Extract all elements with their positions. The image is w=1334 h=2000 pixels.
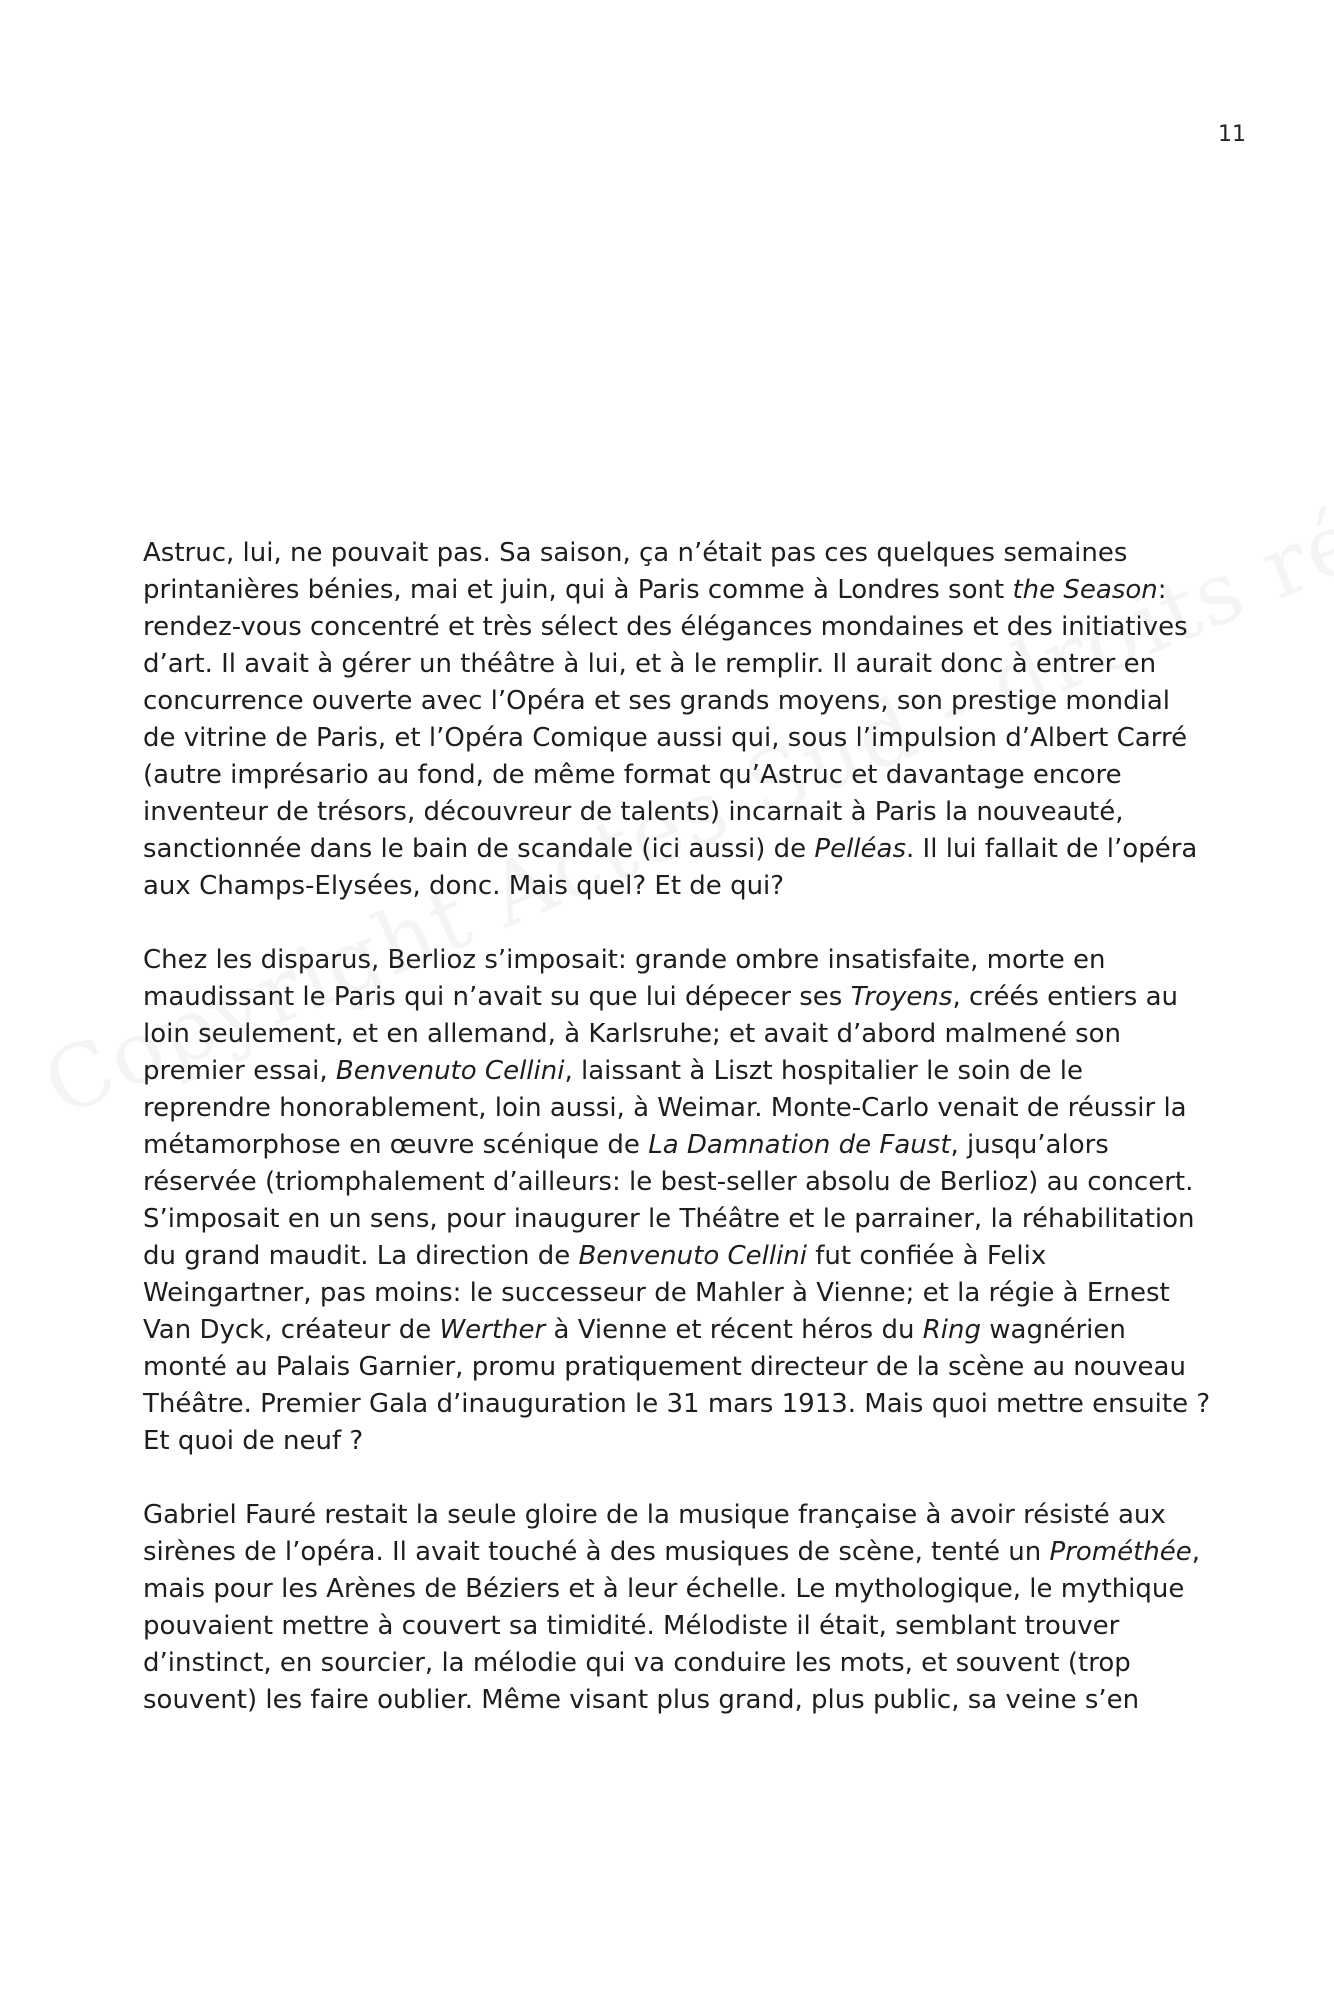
italic-title: Pelléas [814, 834, 907, 864]
text-segment: , jusqu’alors [950, 1130, 1109, 1160]
text-line [143, 1090, 1203, 1127]
text-line [143, 1423, 1203, 1460]
page-number: 11 [1218, 122, 1246, 147]
text-line [143, 609, 1203, 646]
text-line [143, 1645, 1203, 1682]
text-line [143, 1349, 1203, 1386]
text-line [143, 794, 1203, 831]
text-segment: souvent) les faire oublier. Même visant plus grand, plus public, sa veine s’en [143, 1685, 1140, 1715]
body-text [143, 535, 1211, 1756]
text-segment: métamorphose en œuvre scénique de [143, 1130, 649, 1160]
paragraph [143, 942, 1211, 1460]
italic-title: Benvenuto Cellini [335, 1056, 565, 1086]
text-line [143, 757, 1203, 794]
text-segment: reprendre honorablement, loin aussi, à Weimar. Monte-Carlo venait de réussir la [143, 1093, 1187, 1123]
text-segment: , créés entiers au [952, 982, 1178, 1012]
text-line [143, 1164, 1203, 1201]
text-segment: premier essai, [143, 1056, 336, 1086]
italic-title: Troyens [850, 982, 953, 1012]
text-segment: Weingartner, pas moins: le successeur de Mahler à Vienne; et la régie à Ernest [143, 1278, 1170, 1308]
text-segment: , laissant à Liszt hospitalier le soin de le [564, 1056, 1083, 1086]
text-segment: à Vienne et récent héros du [545, 1315, 923, 1345]
text-line [143, 1127, 1203, 1164]
text-segment: , [1191, 1537, 1201, 1567]
text-segment: Astruc, lui, ne pouvait pas. Sa saison, ça n’était pas ces quelques semaines [143, 538, 1128, 568]
text-segment: wagnérien [981, 1315, 1126, 1345]
text-line [143, 979, 1203, 1016]
text-segment: . Il lui fallait de l’opéra [906, 834, 1198, 864]
italic-title: Benvenuto Cellini [578, 1241, 808, 1271]
text-segment: du grand maudit. La direction de [143, 1241, 579, 1271]
text-segment: (autre imprésario au fond, de même format qu’Astruc et davantage encore [143, 760, 1122, 790]
text-line [143, 1682, 1203, 1719]
text-line [143, 1016, 1203, 1053]
italic-title: Werther [439, 1315, 546, 1345]
text-line [143, 831, 1203, 868]
text-line [143, 868, 1203, 905]
text-line [143, 720, 1203, 757]
text-segment: concurrence ouverte avec l’Opéra et ses grands moyens, son prestige mondial [143, 686, 1170, 716]
text-line [143, 1275, 1203, 1312]
text-segment: d’art. Il avait à gérer un théâtre à lui, et à le remplir. Il aurait donc à entrer en [143, 649, 1157, 679]
text-line [143, 1534, 1203, 1571]
text-line [143, 942, 1203, 979]
italic-title: the Season [1012, 575, 1158, 605]
text-segment: réservée (triomphalement d’ailleurs: le best-seller absolu de Berlioz) au concert. [143, 1167, 1194, 1197]
text-line [143, 683, 1203, 720]
text-line [143, 646, 1203, 683]
text-segment: pouvaient mettre à couvert sa timidité. Mélodiste il était, semblant trouver [143, 1611, 1120, 1641]
text-segment: inventeur de trésors, découvreur de talents) incarnait à Paris la nouveauté, [143, 797, 1124, 827]
text-segment: S’imposait en un sens, pour inaugurer le Théâtre et le parrainer, la réhabilitation [143, 1204, 1195, 1234]
text-line [143, 535, 1203, 572]
text-segment: Gabriel Fauré restait la seule gloire de la musique française à avoir résisté aux [143, 1500, 1166, 1530]
text-line [143, 1201, 1203, 1238]
text-segment: sirènes de l’opéra. Il avait touché à des musiques de scène, tenté un [143, 1537, 1050, 1567]
text-segment: monté au Palais Garnier, promu pratiquement directeur de la scène au nouveau [143, 1352, 1186, 1382]
text-segment: fut confiée à Felix [807, 1241, 1047, 1271]
text-segment: : [1157, 575, 1167, 605]
text-segment: sanctionnée dans le bain de scandale (ici aussi) de [143, 834, 815, 864]
text-line [143, 1497, 1203, 1534]
text-line [143, 1238, 1203, 1275]
italic-title: Ring [922, 1315, 981, 1345]
text-segment: maudissant le Paris qui n’avait su que lui dépecer ses [143, 982, 851, 1012]
text-segment: rendez-vous concentré et très sélect des élégances mondaines et des initiatives [143, 612, 1188, 642]
text-line [143, 1312, 1203, 1349]
text-segment: Van Dyck, créateur de [143, 1315, 440, 1345]
text-line [143, 1386, 1211, 1423]
text-line [143, 1053, 1203, 1090]
paragraph [143, 535, 1203, 905]
text-segment: d’instinct, en sourcier, la mélodie qui va conduire les mots, et souvent (trop [143, 1648, 1131, 1678]
text-segment: Et quoi de neuf ? [143, 1426, 364, 1456]
text-segment: loin seulement, et en allemand, à Karlsruhe; et avait d’abord malmené son [143, 1019, 1122, 1049]
paragraph [143, 1497, 1203, 1719]
italic-title: Prométhée [1049, 1537, 1192, 1567]
text-line [143, 1608, 1203, 1645]
text-segment: de vitrine de Paris, et l’Opéra Comique aussi qui, sous l’impulsion d’Albert Carré [143, 723, 1188, 753]
text-line [143, 572, 1203, 609]
text-segment: Chez les disparus, Berlioz s’imposait: grande ombre insatisfaite, morte en [143, 945, 1106, 975]
text-segment: Théâtre. Premier Gala d’inauguration le 31 mars 1913. Mais quoi mettre ensuite ? [143, 1389, 1211, 1419]
text-segment: aux Champs-Elysées, donc. Mais quel? Et de qui? [143, 871, 785, 901]
text-segment: mais pour les Arènes de Béziers et à leur échelle. Le mythologique, le mythique [143, 1574, 1185, 1604]
text-segment: printanières bénies, mai et juin, qui à Paris comme à Londres sont [143, 575, 1013, 605]
italic-title: La Damnation de Faust [648, 1130, 951, 1160]
text-line [143, 1571, 1203, 1608]
